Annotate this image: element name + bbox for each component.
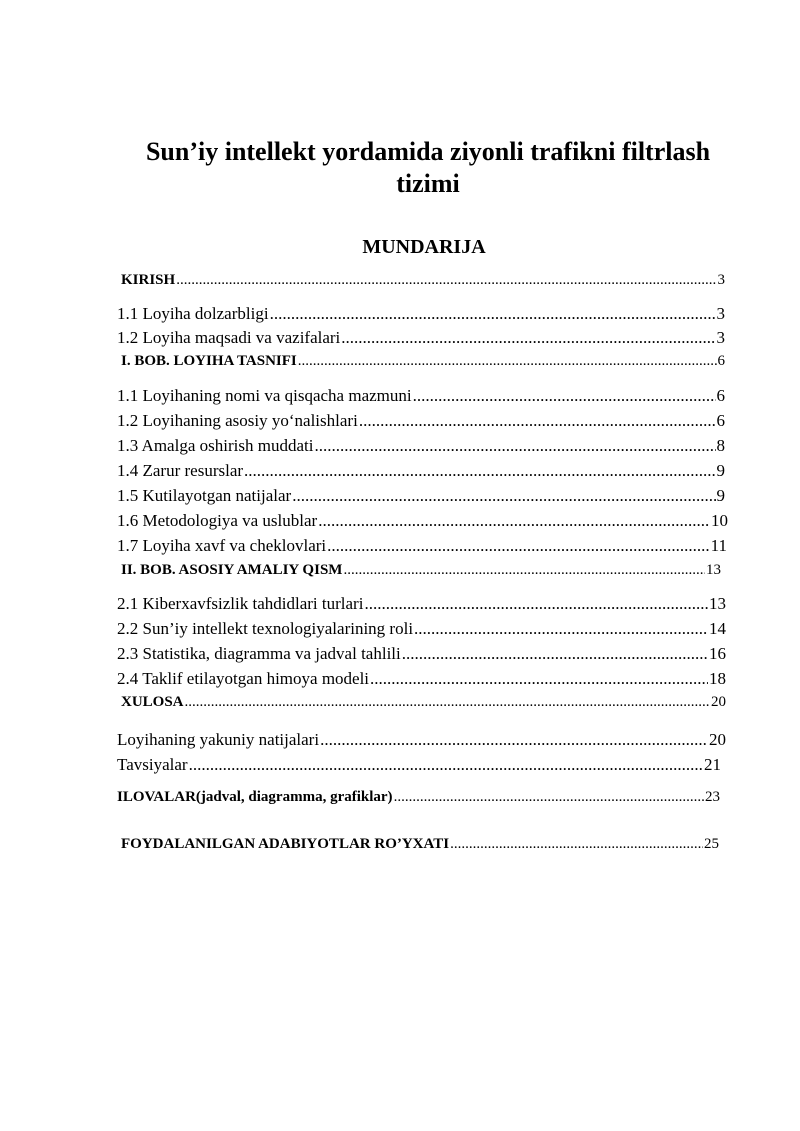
toc-entry-label: 1.5 Kutilayotgan natijalar (117, 486, 292, 505)
toc-dot-leader (359, 411, 716, 431)
toc-entry-ch1-1-3 (117, 436, 725, 456)
toc-entry-page: 6 (717, 353, 725, 369)
toc-entry-page: 6 (716, 411, 725, 430)
toc-entry-chapter-2 (121, 562, 721, 579)
toc-dot-leader (394, 789, 704, 806)
toc-entry-label: 1.6 Metodologiya va uslublar (117, 511, 318, 530)
toc-entry-chapter-1 (121, 353, 725, 370)
toc-dot-leader (270, 304, 716, 324)
toc-entry-page: 10 (711, 511, 728, 530)
toc-entry-label: 2.1 Kiberxavfsizlik tahdidlari turlari (117, 594, 364, 613)
toc-entry-yakuniy-natijalar (117, 730, 726, 750)
toc-entry-label: I. BOB. LOYIHA TASNIFI (121, 353, 297, 369)
toc-dot-leader (414, 619, 708, 639)
toc-entry-1-1 (117, 304, 725, 324)
toc-entry-label: XULOSA (121, 694, 184, 710)
toc-entry-label: Tavsiyalar (117, 755, 188, 774)
toc-entry-page: 9 (716, 461, 725, 480)
toc-entry-page: 21 (704, 755, 721, 774)
toc-dot-leader (320, 730, 708, 750)
toc-entry-page: 9 (716, 486, 725, 505)
toc-entry-page: 25 (704, 836, 719, 852)
toc-entry-ch1-1-6 (117, 511, 728, 531)
toc-entry-label: 2.4 Taklif etilayotgan himoya modeli (117, 669, 370, 688)
toc-entry-page: 3 (717, 272, 725, 288)
toc-entry-kirish (121, 272, 725, 289)
toc-dot-leader (292, 486, 715, 506)
contents-heading: MUNDARIJA (362, 236, 486, 258)
toc-dot-leader (341, 328, 715, 348)
toc-entry-label: KIRISH (121, 272, 176, 288)
toc-dot-leader (244, 461, 715, 481)
toc-entry-ch1-1-4 (117, 461, 725, 481)
toc-entry-label: 1.2 Loyiha maqsadi va vazifalari (117, 328, 341, 347)
toc-entry-page: 11 (710, 536, 727, 555)
toc-entry-ch1-1-7 (117, 536, 727, 556)
toc-entry-page: 8 (716, 436, 725, 455)
document-title-line-2: tizimi (396, 169, 460, 198)
toc-entry-ilovalar (117, 789, 720, 806)
toc-entry-ch2-2-2 (117, 619, 726, 639)
toc-entry-label: 1.7 Loyiha xavf va cheklovlari (117, 536, 327, 555)
toc-entry-ch1-1-1 (117, 386, 725, 406)
toc-entry-ch2-2-3 (117, 644, 726, 664)
toc-entry-label: 1.1 Loyihaning nomi va qisqacha mazmuni (117, 386, 412, 405)
toc-dot-leader (318, 511, 710, 531)
toc-dot-leader (364, 594, 708, 614)
toc-entry-page: 13 (709, 594, 726, 613)
toc-dot-leader (185, 694, 710, 711)
toc-entry-page: 16 (709, 644, 726, 663)
document-title-line-1: Sun’iy intellekt yordamida ziyonli trafikni filtrlash (145, 137, 711, 166)
toc-entry-label: Loyihaning yakuniy natijalari (117, 730, 320, 749)
toc-entry-page: 23 (705, 789, 720, 805)
toc-entry-label: 1.3 Amalga oshirish muddati (117, 436, 314, 455)
toc-dot-leader (450, 836, 703, 853)
toc-entry-label: FOYDALANILGAN ADABIYOTLAR RO’YXATI (121, 836, 450, 852)
toc-entry-label: 1.1 Loyiha dolzarbligi (117, 304, 269, 323)
toc-dot-leader (413, 386, 716, 406)
toc-dot-leader (176, 272, 716, 289)
toc-entry-label: 1.2 Loyihaning asosiy yo‘nalishlari (117, 411, 358, 430)
toc-entry-label: 1.4 Zarur resurslar (117, 461, 244, 480)
toc-entry-ch2-2-4 (117, 669, 726, 689)
toc-dot-leader (402, 644, 708, 664)
toc-dot-leader (189, 755, 703, 775)
toc-entry-page: 18 (709, 669, 726, 688)
toc-dot-leader (298, 353, 717, 370)
toc-entry-page: 6 (716, 386, 725, 405)
toc-entry-label: ILOVALAR(jadval, diagramma, grafiklar) (117, 789, 393, 805)
toc-entry-ch2-2-1 (117, 594, 726, 614)
toc-entry-ch1-1-5 (117, 486, 725, 506)
toc-entry-page: 20 (711, 694, 726, 710)
toc-entry-tavsiyalar (117, 755, 721, 775)
toc-dot-leader (343, 562, 705, 579)
toc-entry-page: 3 (716, 328, 725, 347)
document-title (0, 136, 800, 200)
toc-entry-label: II. BOB. ASOSIY AMALIY QISM (121, 562, 343, 578)
toc-entry-xulosa (121, 694, 726, 711)
toc-entry-1-2 (117, 328, 725, 348)
toc-entry-label: 2.2 Sun’iy intellekt texnologiyalarining roli (117, 619, 414, 638)
toc-entry-ch1-1-2 (117, 411, 725, 431)
toc-dot-leader (327, 536, 710, 556)
toc-entry-label: 2.3 Statistika, diagramma va jadval tahlili (117, 644, 401, 663)
toc-dot-leader (314, 436, 715, 456)
toc-entry-page: 20 (709, 730, 726, 749)
toc-dot-leader (370, 669, 708, 689)
toc-entry-page: 14 (709, 619, 726, 638)
toc-entry-page: 13 (706, 562, 721, 578)
toc-entry-page: 3 (716, 304, 725, 323)
toc-entry-adabiyotlar (121, 836, 719, 853)
